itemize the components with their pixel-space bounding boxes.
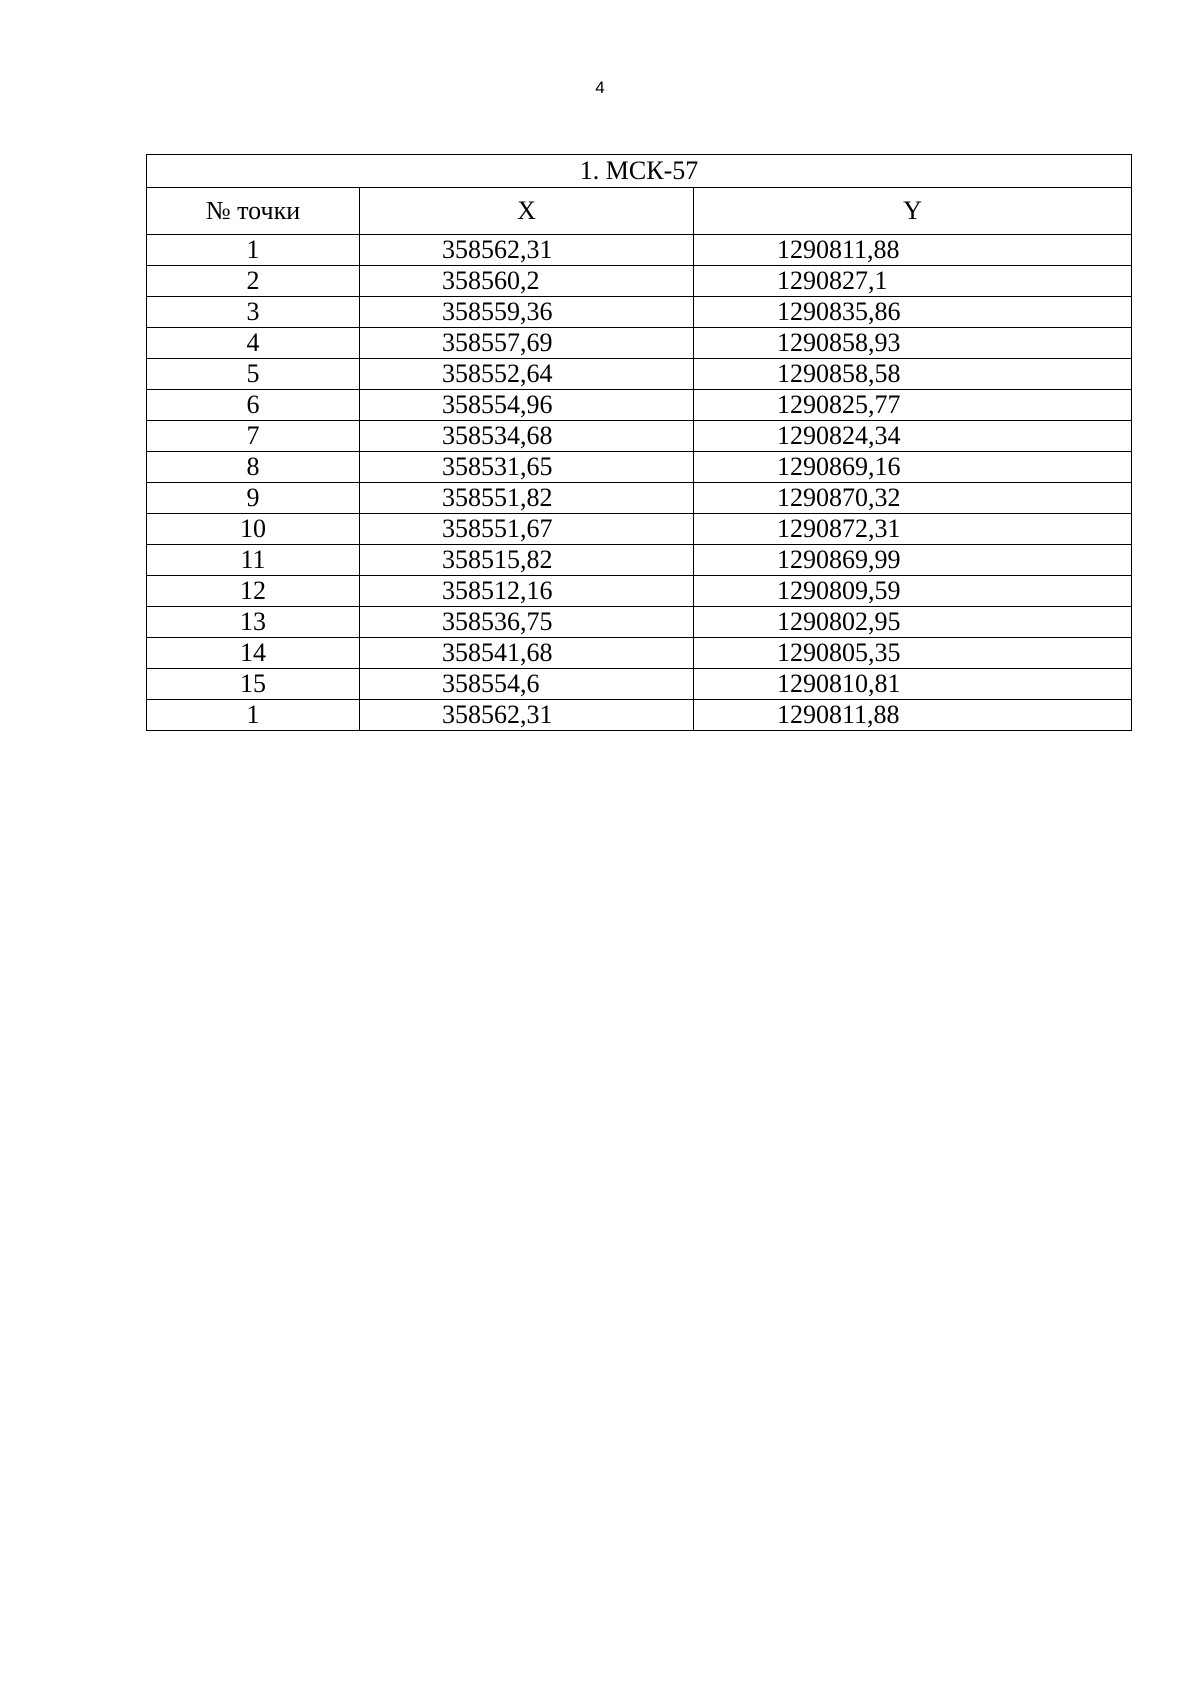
page-number: 4	[595, 78, 605, 97]
cell-point-number: 5	[147, 359, 360, 390]
cell-y	[694, 235, 1132, 266]
table-row	[147, 514, 1132, 545]
cell-y	[694, 328, 1132, 359]
cell-x-value: 358512,16	[442, 576, 553, 605]
table-row	[147, 483, 1132, 514]
cell-x	[360, 235, 694, 266]
table-row	[147, 297, 1132, 328]
cell-x-value: 358515,82	[442, 545, 553, 574]
cell-y	[694, 700, 1132, 731]
cell-y-value: 1290824,34	[777, 421, 901, 450]
cell-y-value: 1290805,35	[777, 638, 901, 667]
cell-x-value: 358557,69	[442, 328, 553, 357]
cell-x-value: 358560,2	[442, 266, 540, 295]
table-row	[147, 545, 1132, 576]
table-row	[147, 421, 1132, 452]
cell-point-number: 1	[147, 700, 360, 731]
cell-x	[360, 452, 694, 483]
cell-y-value: 1290835,86	[777, 297, 901, 326]
cell-y-value: 1290802,95	[777, 607, 901, 636]
cell-point-number: 10	[147, 514, 360, 545]
cell-y-value: 1290872,31	[777, 514, 901, 543]
table-row	[147, 359, 1132, 390]
cell-y	[694, 297, 1132, 328]
table-row	[147, 390, 1132, 421]
cell-y	[694, 452, 1132, 483]
cell-x-value: 358554,96	[442, 390, 553, 419]
cell-point-number: 1	[147, 235, 360, 266]
cell-y-value: 1290870,32	[777, 483, 901, 512]
cell-x	[360, 483, 694, 514]
cell-y	[694, 607, 1132, 638]
coordinates-table	[146, 154, 1132, 731]
cell-point-number: 14	[147, 638, 360, 669]
cell-x	[360, 514, 694, 545]
cell-x	[360, 297, 694, 328]
header-point-number: № точки	[147, 188, 360, 235]
cell-x	[360, 328, 694, 359]
table-body	[147, 235, 1132, 731]
cell-y	[694, 514, 1132, 545]
cell-y	[694, 359, 1132, 390]
table-row	[147, 235, 1132, 266]
cell-point-number: 9	[147, 483, 360, 514]
cell-y-value: 1290858,93	[777, 328, 901, 357]
table-row	[147, 638, 1132, 669]
cell-x-value: 358531,65	[442, 452, 553, 481]
cell-y	[694, 669, 1132, 700]
cell-y-value: 1290809,59	[777, 576, 901, 605]
cell-y	[694, 266, 1132, 297]
cell-x	[360, 266, 694, 297]
cell-x-value: 358552,64	[442, 359, 553, 388]
table-row	[147, 328, 1132, 359]
table-caption: 1. МСК-57	[147, 155, 1132, 188]
table-row	[147, 576, 1132, 607]
cell-x-value: 358551,82	[442, 483, 553, 512]
cell-y-value: 1290869,16	[777, 452, 901, 481]
cell-y	[694, 638, 1132, 669]
cell-x	[360, 607, 694, 638]
cell-y-value: 1290869,99	[777, 545, 901, 574]
cell-point-number: 11	[147, 545, 360, 576]
cell-point-number: 7	[147, 421, 360, 452]
cell-y-value: 1290825,77	[777, 390, 901, 419]
cell-y	[694, 545, 1132, 576]
cell-y-value: 1290811,88	[777, 700, 900, 729]
table-row	[147, 669, 1132, 700]
cell-x-value: 358536,75	[442, 607, 553, 636]
cell-x	[360, 576, 694, 607]
cell-point-number: 4	[147, 328, 360, 359]
cell-point-number: 15	[147, 669, 360, 700]
cell-x	[360, 545, 694, 576]
table-row	[147, 452, 1132, 483]
header-x: X	[360, 188, 694, 235]
cell-x-value: 358551,67	[442, 514, 553, 543]
table-header-row	[147, 188, 1132, 235]
cell-y-value: 1290827,1	[777, 266, 888, 295]
table-row	[147, 700, 1132, 731]
cell-x-value: 358562,31	[442, 235, 553, 264]
cell-y	[694, 421, 1132, 452]
cell-x	[360, 359, 694, 390]
cell-x	[360, 421, 694, 452]
cell-x-value: 358534,68	[442, 421, 553, 450]
cell-y-value: 1290811,88	[777, 235, 900, 264]
cell-x	[360, 669, 694, 700]
cell-y	[694, 390, 1132, 421]
cell-point-number: 8	[147, 452, 360, 483]
cell-x-value: 358541,68	[442, 638, 553, 667]
cell-point-number: 2	[147, 266, 360, 297]
header-y: Y	[694, 188, 1132, 235]
cell-point-number: 3	[147, 297, 360, 328]
table-row	[147, 607, 1132, 638]
cell-point-number: 13	[147, 607, 360, 638]
cell-point-number: 12	[147, 576, 360, 607]
cell-y-value: 1290858,58	[777, 359, 901, 388]
cell-x	[360, 638, 694, 669]
table-caption-row	[147, 155, 1132, 188]
table-row	[147, 266, 1132, 297]
cell-x-value: 358559,36	[442, 297, 553, 326]
cell-y	[694, 483, 1132, 514]
cell-point-number: 6	[147, 390, 360, 421]
cell-y	[694, 576, 1132, 607]
cell-y-value: 1290810,81	[777, 669, 901, 698]
cell-x-value: 358562,31	[442, 700, 553, 729]
cell-x-value: 358554,6	[442, 669, 540, 698]
cell-x	[360, 390, 694, 421]
cell-x	[360, 700, 694, 731]
